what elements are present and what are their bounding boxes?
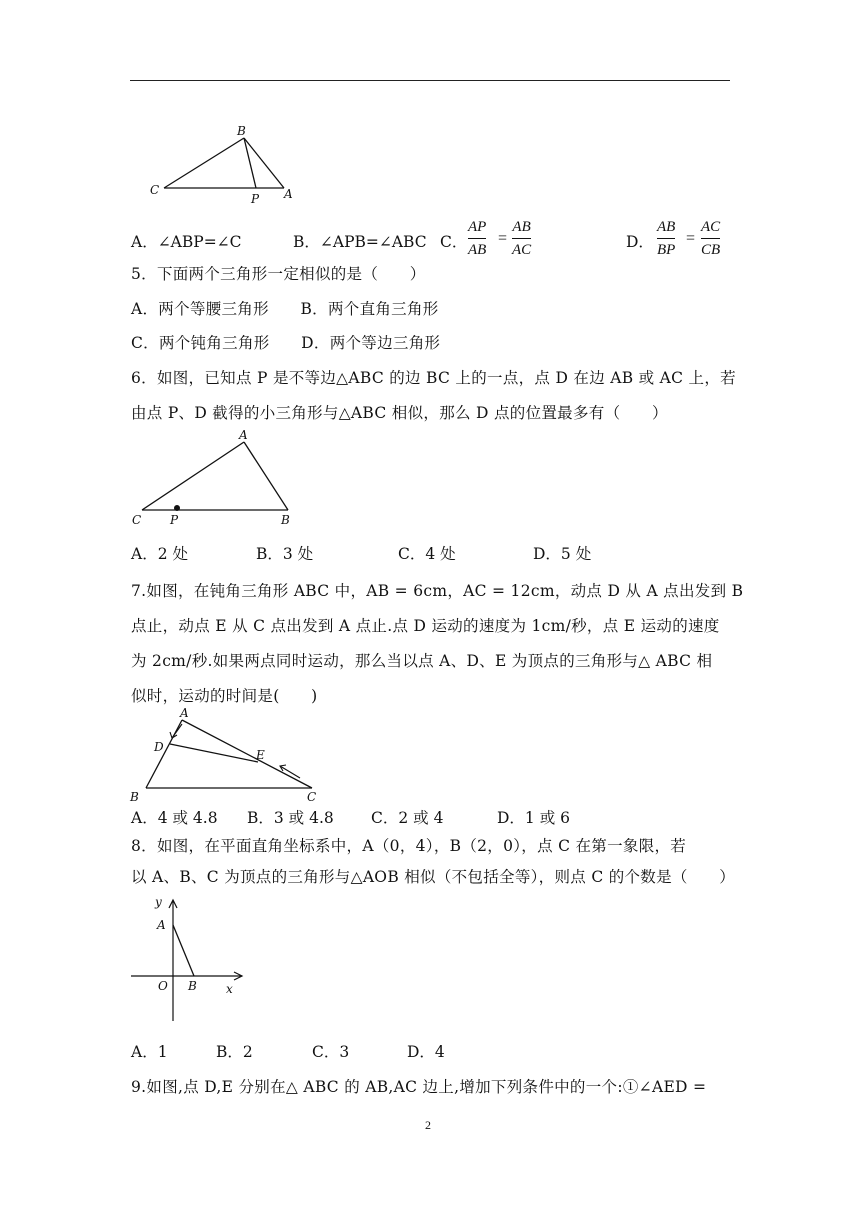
q8-option-b: B．2 [216,1043,253,1061]
label-C: C [132,513,142,527]
arrow-D-shaft [172,724,182,738]
q8-stem-line2: 以 A、B、C 为顶点的三角形与△AOB 相似（不包括全等），则点 C 的个数是（ ） [131,868,736,886]
label-A: A [157,918,166,932]
segment-AB [244,442,288,510]
q8-stem-line1: 8．如图，在平面直角坐标系中，A（0，4），B（2，0），点 C 在第一象限，若 [131,837,687,855]
q4-option-b: B．∠APB=∠ABC [293,233,427,251]
label-A: A [180,706,189,720]
label-B: B [281,513,290,527]
segment-BA [146,720,182,788]
q4-option-a: A．∠ABP=∠C [131,233,242,251]
q7-option-b: B．3 或 4.8 [247,809,334,827]
q4-option-c-equals: = [498,230,508,247]
label-D: D [154,740,164,754]
q4-option-c-fraction-1: AP AB [468,219,487,258]
label-C: C [307,790,317,804]
segment-AB [173,925,194,976]
q4-option-d-prefix: D． [626,233,654,251]
header-rule [130,80,730,81]
q6-option-d: D．5 处 [533,545,592,563]
q8-option-a: A．1 [131,1043,168,1061]
q4-option-c-fraction-2: AB AC [512,219,532,258]
label-B: B [237,124,246,138]
q7-stem-line1: 7.如图，在钝角三角形 ABC 中，AB = 6cm，AC = 12cm，动点 D 从 A 点出发到 B [131,582,744,600]
q5-options-line2: C．两个钝角三角形 D．两个等边三角形 [131,334,441,352]
q7-option-d: D．1 或 6 [497,809,571,827]
point-P [174,505,180,511]
figure-q8-coordinate-plane [128,893,258,1023]
label-P: P [251,192,260,206]
q4-option-c-prefix: C． [440,233,468,251]
q8-option-d: D．4 [407,1043,445,1061]
q7-option-a: A．4 或 4.8 [131,809,218,827]
q6-option-c: C．4 处 [398,545,456,563]
q4-option-d-equals: = [686,230,696,247]
q9-stem-line1: 9.如图,点 D,E 分别在△ ABC 的 AB,AC 边上,增加下列条件中的一个:①∠AED = [131,1078,707,1096]
q7-stem-line3: 为 2cm/秒.如果两点同时运动，那么当以点 A、D、E 为顶点的三角形与△ ABC 相 [131,652,713,670]
q5-stem: 5．下面两个三角形一定相似的是（ ） [131,265,426,283]
label-O: O [158,979,168,993]
q6-stem-line1: 6．如图，已知点 P 是不等边△ABC 的边 BC 上的一点，点 D 在边 AB 或 AC 上，若 [131,369,736,387]
q6-option-a: A．2 处 [131,545,188,563]
q5-options-line1: A．两个等腰三角形 B．两个直角三角形 [131,300,439,318]
q6-option-b: B．3 处 [256,545,314,563]
label-y: y [155,895,162,909]
figure-q4-triangle [140,122,310,210]
label-B: B [188,979,197,993]
page-number: 2 [425,1118,431,1132]
segment-CB [164,138,244,188]
label-A: A [239,428,248,442]
label-B: B [130,790,139,804]
segment-AC [182,720,312,788]
segment-CA [142,442,244,510]
figure-q7-triangle [126,704,336,804]
label-x: x [226,982,233,996]
q4-option-d-fraction-2: AC CB [701,219,721,258]
label-E: E [256,748,265,762]
figure-q6-triangle [128,428,308,528]
q4-option-d-fraction-1: AB BP [657,219,676,258]
q7-stem-line4: 似时，运动的时间是( ) [131,687,318,705]
q6-stem-line2: 由点 P、D 截得的小三角形与△ABC 相似，那么 D 点的位置最多有（ ） [131,404,668,422]
label-C: C [150,183,160,197]
label-P: P [170,513,179,527]
label-A: A [284,187,293,201]
q8-option-c: C．3 [312,1043,350,1061]
q7-option-c: C．2 或 4 [371,809,444,827]
q7-stem-line2: 点止，动点 E 从 C 点出发到 A 点止.点 D 运动的速度为 1cm/秒，点 E 运动的速度 [131,617,720,635]
